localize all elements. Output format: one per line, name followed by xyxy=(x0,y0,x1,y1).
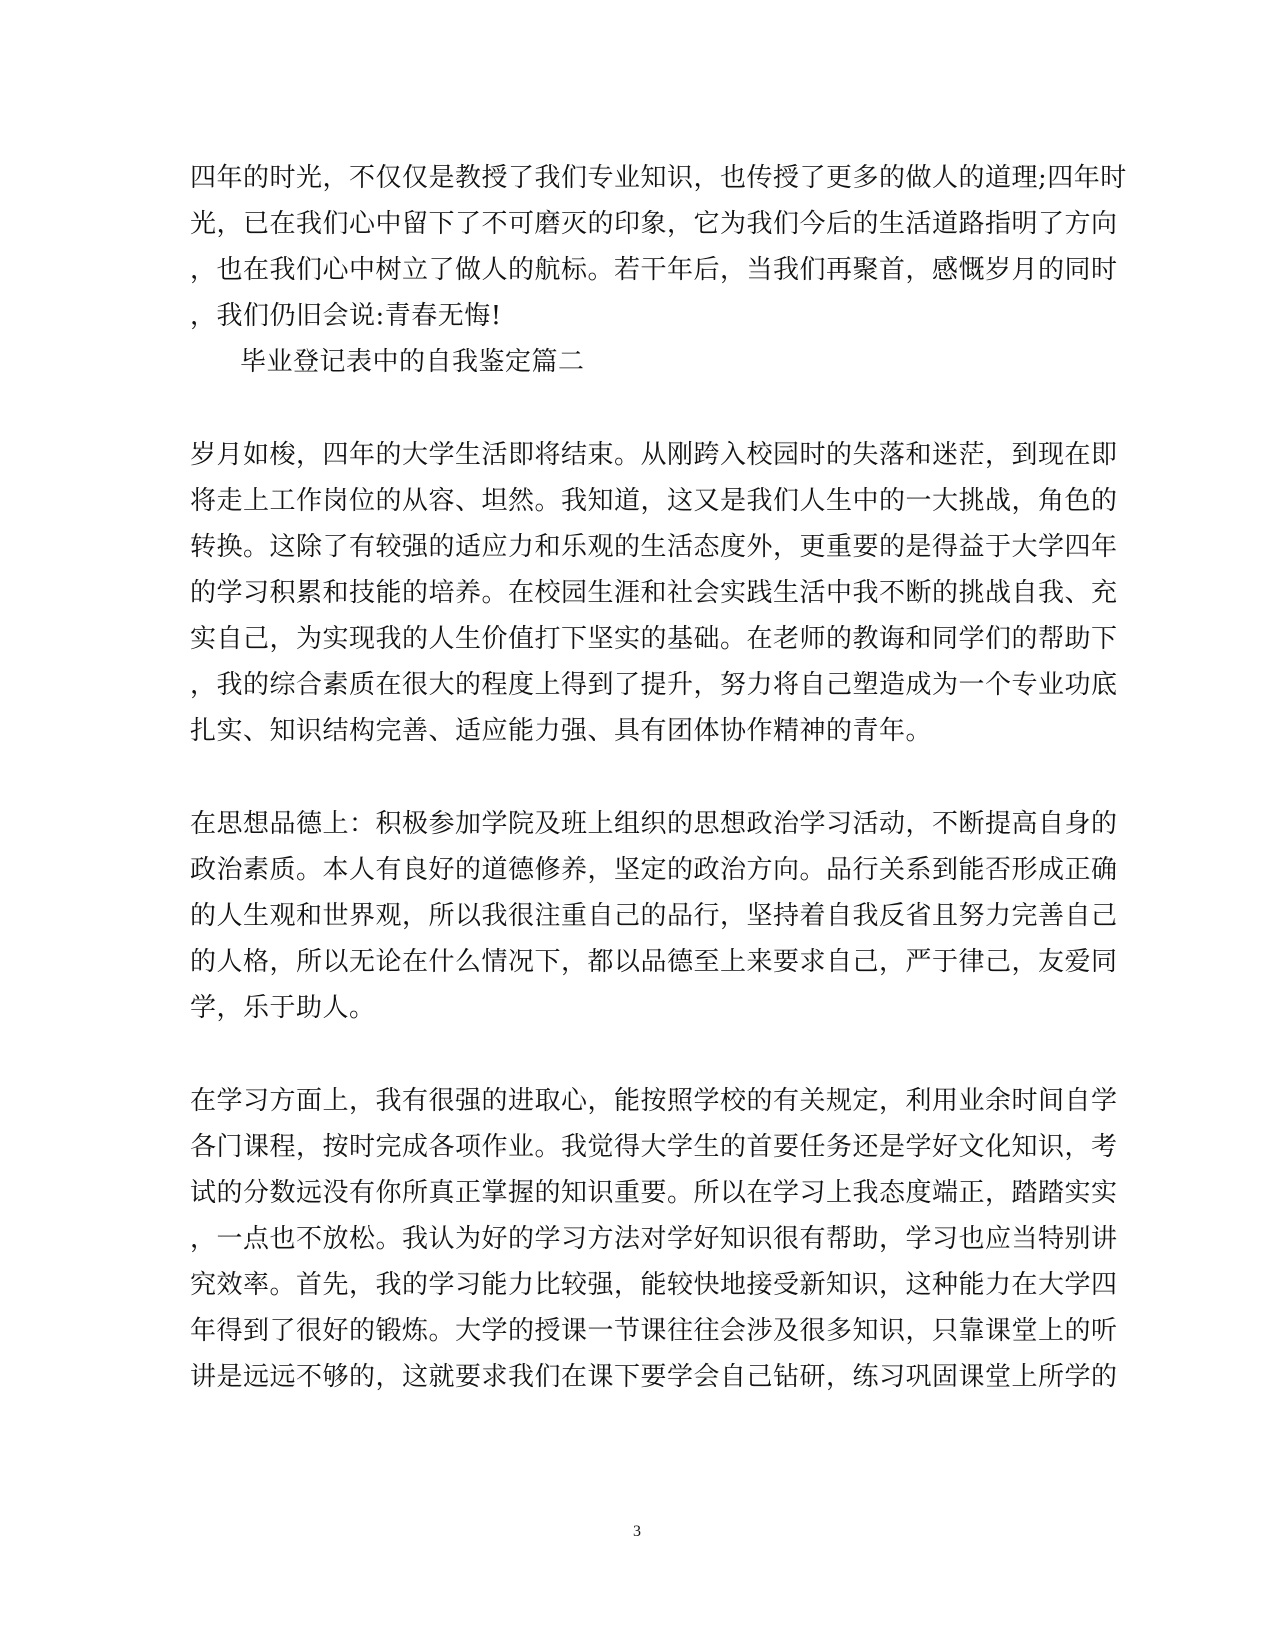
text-line: 将走上工作岗位的从容、坦然。我知道，这又是我们人生中的一大挑战，角色的 xyxy=(190,486,1118,516)
text-line: ，也在我们心中树立了做人的航标。若干年后，当我们再聚首，感慨岁月的同时 xyxy=(190,255,1118,285)
text-line: ，我们仍旧会说:青春无悔! xyxy=(190,301,502,331)
page-number: 3 xyxy=(633,1523,641,1540)
text-line: ，我的综合素质在很大的程度上得到了提升，努力将自己塑造成为一个专业功底 xyxy=(190,670,1118,700)
text-line: 转换。这除了有较强的适应力和乐观的生活态度外，更重要的是得益于大学四年 xyxy=(190,532,1118,562)
text-line: 岁月如梭，四年的大学生活即将结束。从刚跨入校园时的失落和迷茫，到现在即 xyxy=(190,440,1118,470)
text-line: 究效率。首先，我的学习能力比较强，能较快地接受新知识，这种能力在大学四 xyxy=(190,1270,1118,1300)
text-line: 讲是远远不够的，这就要求我们在课下要学会自己钻研，练习巩固课堂上所学的 xyxy=(190,1362,1118,1392)
text-line: 的人生观和世界观，所以我很注重自己的品行，坚持着自我反省且努力完善自己 xyxy=(190,901,1118,931)
text-line: ，一点也不放松。我认为好的学习方法对学好知识很有帮助，学习也应当特别讲 xyxy=(190,1224,1118,1254)
text-line: 的人格，所以无论在什么情况下，都以品德至上来要求自己，严于律己，友爱同 xyxy=(190,947,1118,977)
text-line: 扎实、知识结构完善、适应能力强、具有团体协作精神的青年。 xyxy=(190,716,933,746)
text-line: 四年的时光，不仅仅是教授了我们专业知识，也传授了更多的做人的道理;四年时 xyxy=(190,163,1127,193)
text-line: 在思想品德上：积极参加学院及班上组织的思想政治学习活动，不断提高自身的 xyxy=(190,809,1118,839)
text-line: 的学习积累和技能的培养。在校园生涯和社会实践生活中我不断的挑战自我、充 xyxy=(190,578,1118,608)
text-line: 实自己，为实现我的人生价值打下坚实的基础。在老师的教诲和同学们的帮助下 xyxy=(190,624,1118,654)
text-line: 年得到了很好的锻炼。大学的授课一节课往往会涉及很多知识，只靠课堂上的听 xyxy=(190,1316,1118,1346)
text-line: 试的分数远没有你所真正掌握的知识重要。所以在学习上我态度端正，踏踏实实 xyxy=(190,1178,1118,1208)
text-line: 各门课程，按时完成各项作业。我觉得大学生的首要任务还是学好文化知识，考 xyxy=(190,1132,1118,1162)
text-line: 在学习方面上，我有很强的进取心，能按照学校的有关规定，利用业余时间自学 xyxy=(190,1086,1118,1116)
text-line: 政治素质。本人有良好的道德修养，坚定的政治方向。品行关系到能否形成正确 xyxy=(190,855,1118,885)
section-heading: 毕业登记表中的自我鉴定篇二 xyxy=(240,347,585,377)
text-line: 光，已在我们心中留下了不可磨灭的印象，它为我们今后的生活道路指明了方向 xyxy=(190,209,1118,239)
text-line: 学，乐于助人。 xyxy=(190,993,376,1023)
